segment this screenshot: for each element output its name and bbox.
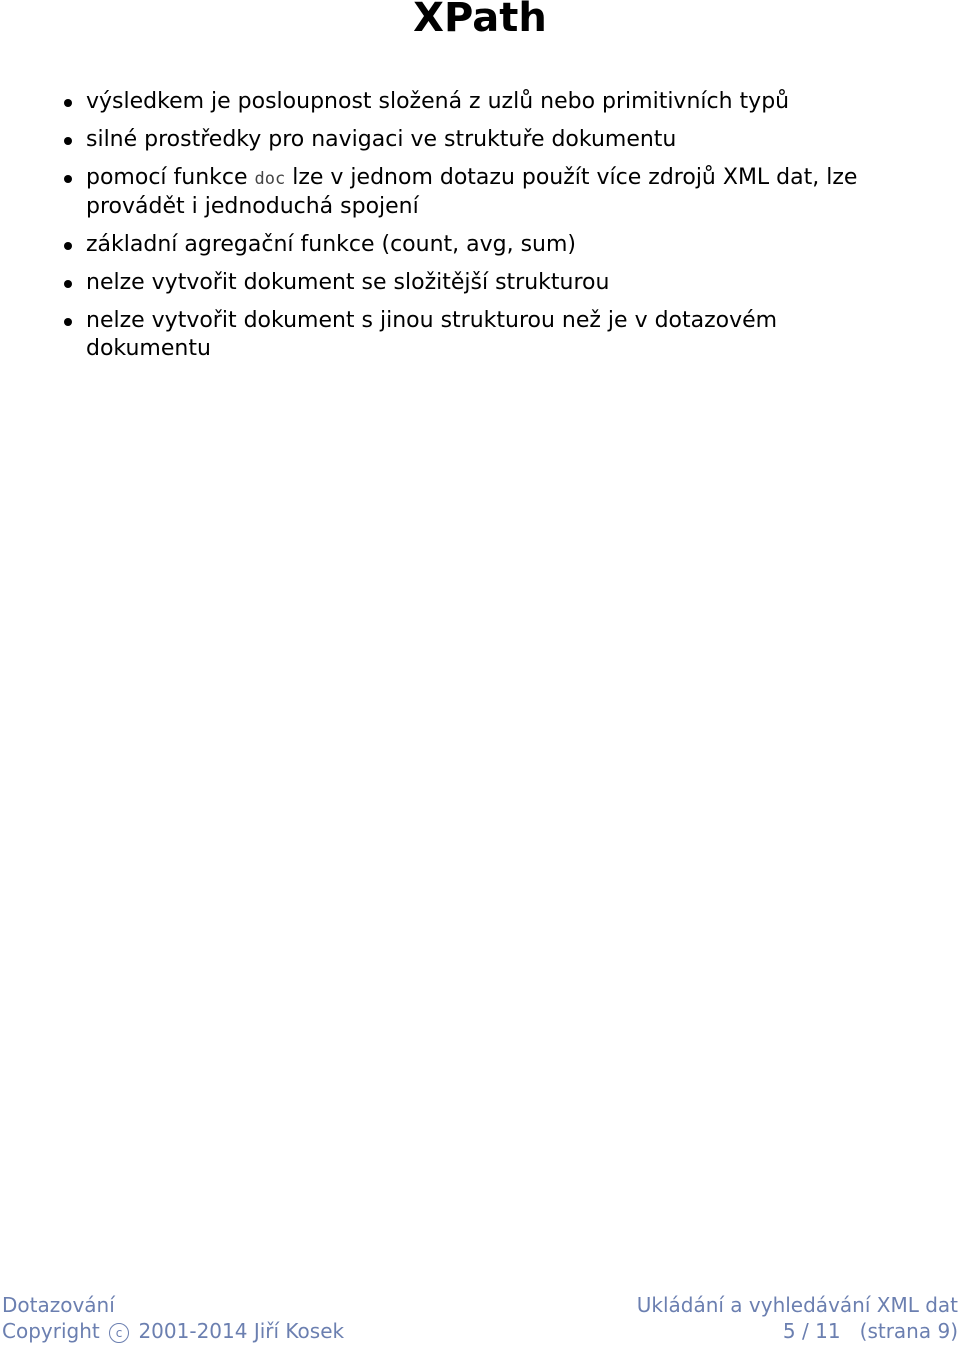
- bullet-list: [0, 88, 900, 373]
- copyright-icon: c: [109, 1323, 129, 1343]
- bullet-text-before: pomocí funkce: [86, 165, 255, 190]
- footer-page-info: [783, 1318, 958, 1344]
- bullet-icon: [64, 175, 72, 183]
- bullet-text: nelze vytvořit dokument s jinou strukturou než je v dotazovém dokumentu: [86, 308, 778, 361]
- bullet-icon: [64, 280, 72, 288]
- bullet-item: [0, 126, 900, 154]
- bullet-item: [0, 164, 900, 221]
- footer-copyright: [2, 1318, 344, 1344]
- bullet-text: základní agregační funkce (count, avg, sum): [86, 232, 577, 257]
- copyright-text: 2001-2014 Jiří Kosek: [138, 1319, 345, 1343]
- bullet-item: [0, 88, 900, 116]
- page-total: (strana 9): [859, 1319, 958, 1343]
- bullet-text: výsledkem je posloupnost složená z uzlů nebo primitivních typů: [86, 89, 790, 114]
- copyright-label: Copyright: [2, 1319, 100, 1343]
- bullet-icon: [64, 318, 72, 326]
- bullet-item: [0, 231, 900, 259]
- footer-chapter: Ukládání a vyhledávání XML dat: [636, 1293, 958, 1317]
- footer-section: Dotazování: [2, 1293, 115, 1317]
- slide-title: XPath: [413, 0, 547, 41]
- bullet-text-after: lze v jednom dotazu použít více zdrojů XML dat, lze provádět i jednoduchá spojení: [86, 165, 858, 219]
- bullet-icon: [64, 99, 72, 107]
- bullet-item: [0, 269, 900, 297]
- bullet-icon: [64, 137, 72, 145]
- page-number: 5 / 11: [782, 1319, 841, 1343]
- bullet-text: nelze vytvořit dokument se složitější strukturou: [86, 270, 610, 295]
- bullet-icon: [64, 242, 72, 250]
- bullet-text: silné prostředky pro navigaci ve struktuře dokumentu: [86, 127, 677, 152]
- code-snippet: doc: [254, 169, 286, 189]
- bullet-item: [0, 307, 900, 363]
